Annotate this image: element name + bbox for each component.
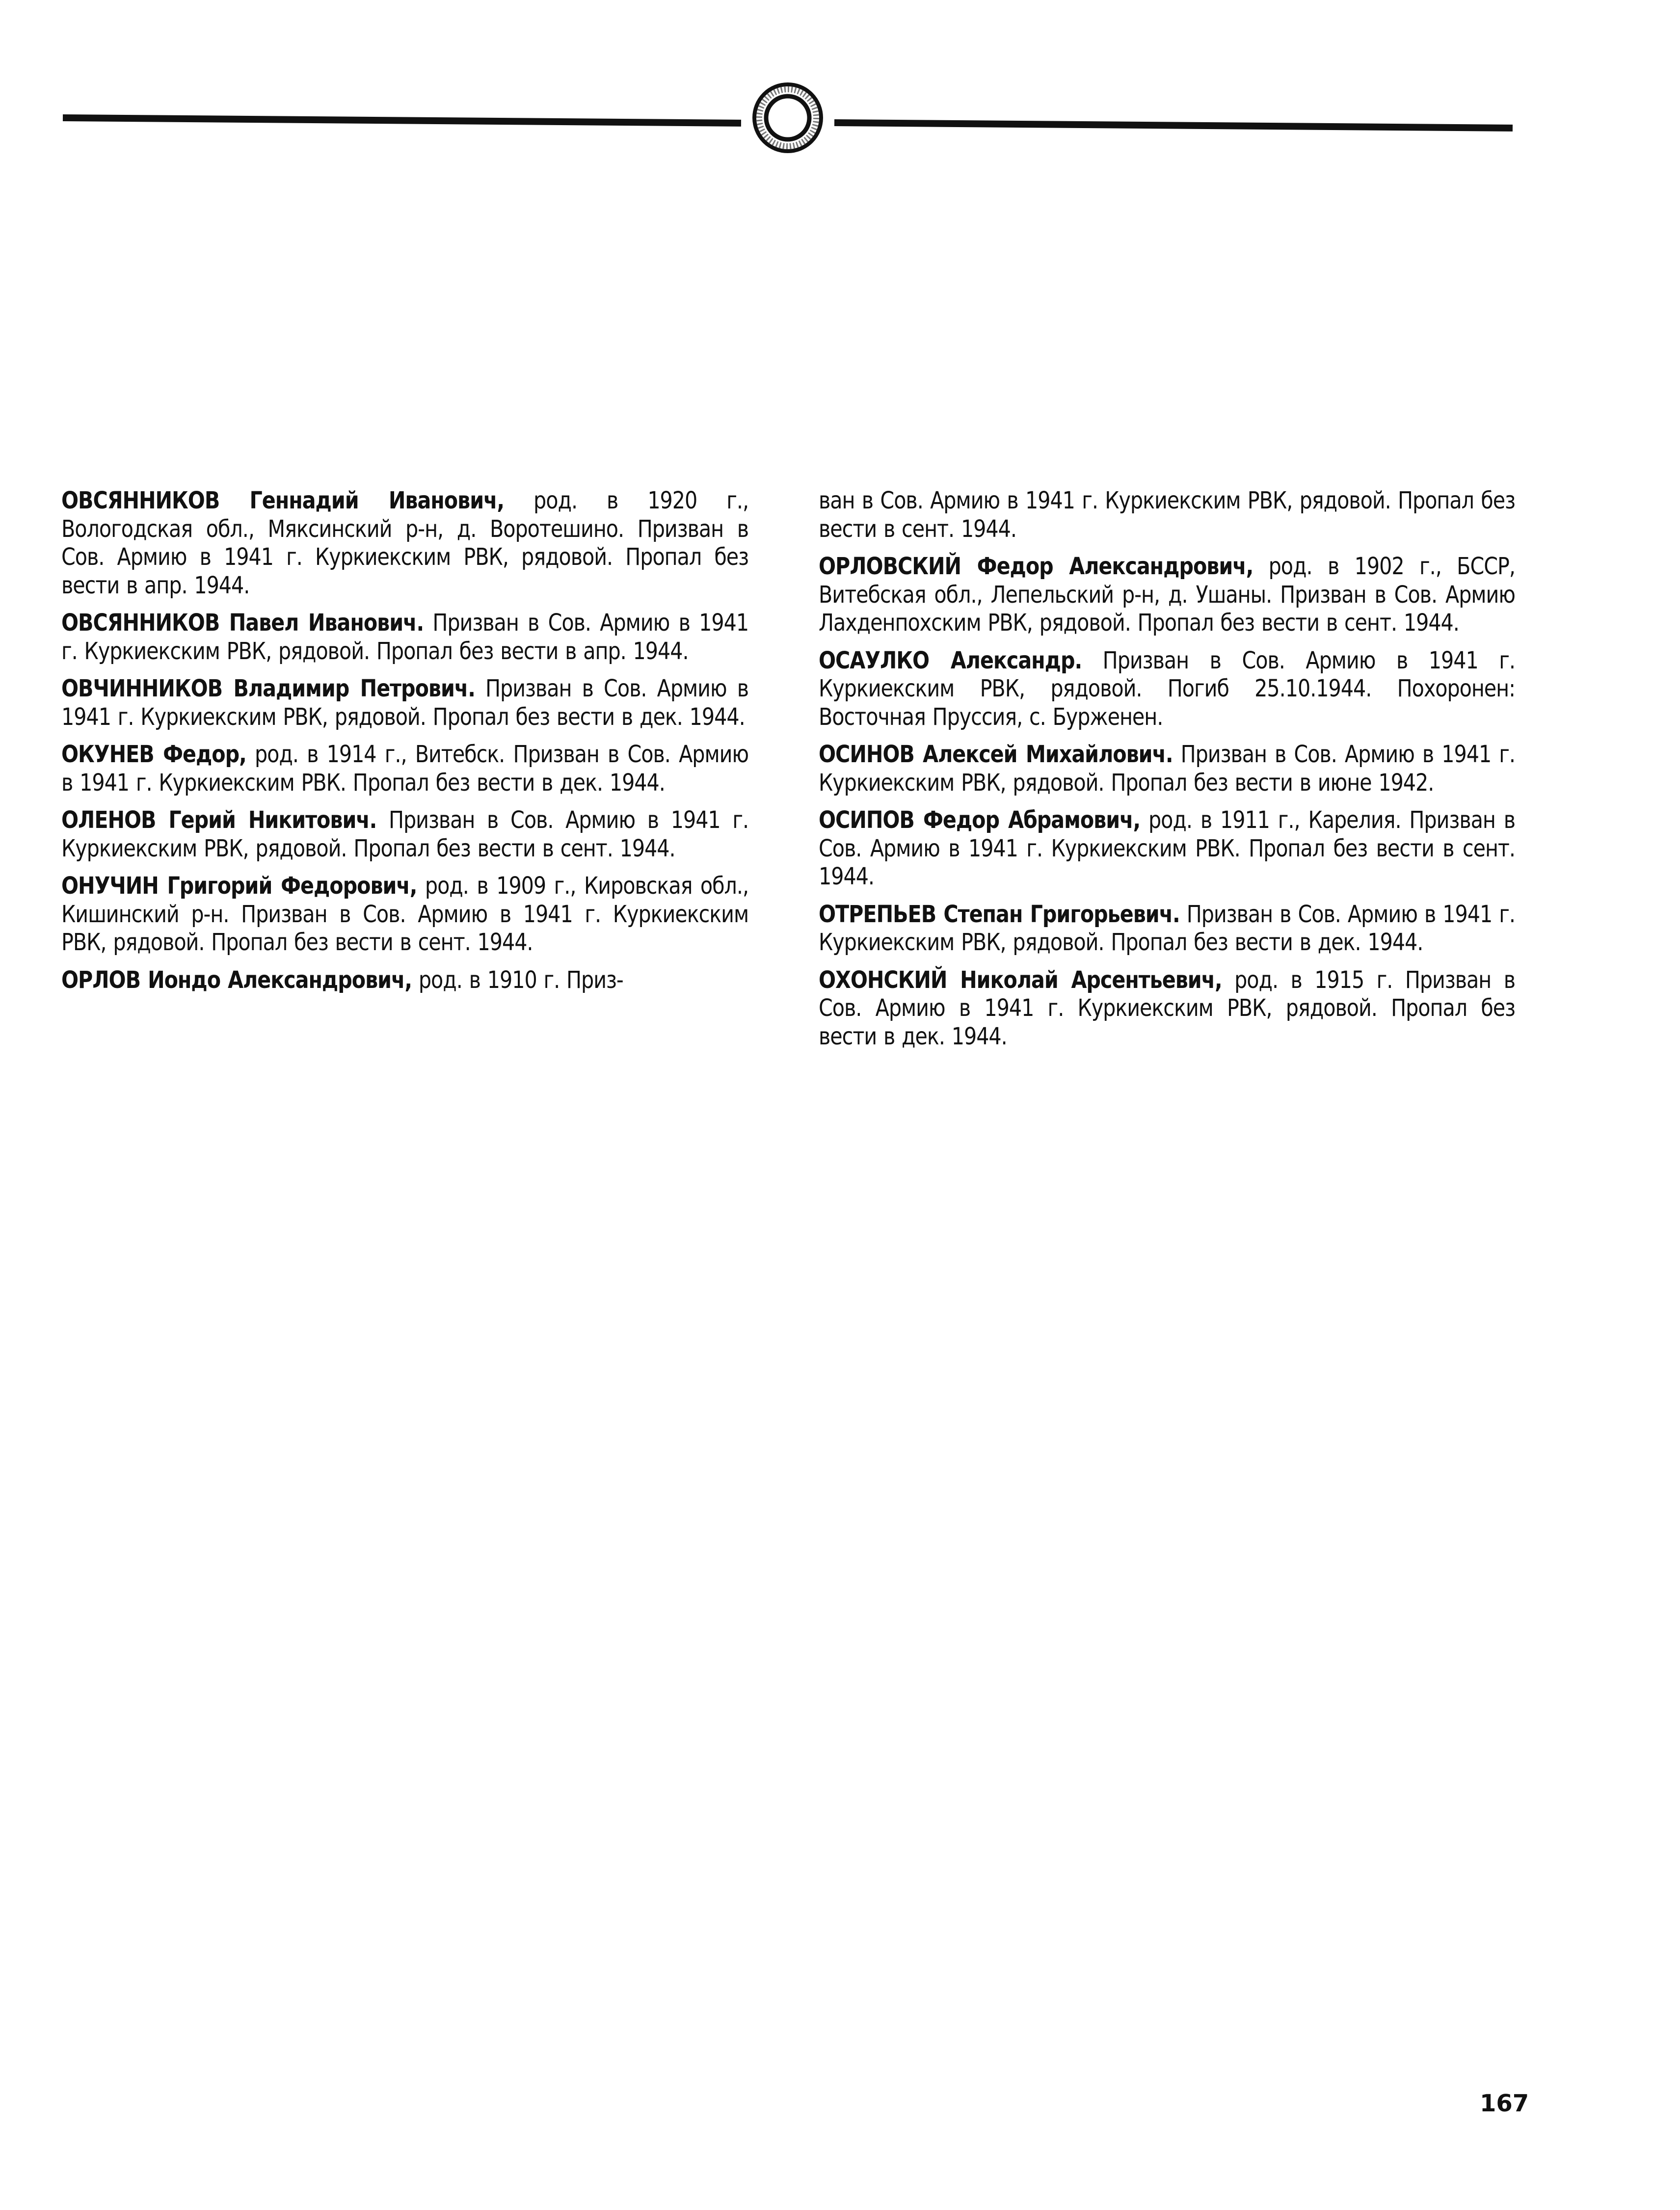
entry-text: род. в 1909 г., Кировская обл., Кишинский р-н. Призван в Сов. Армию в 1941 г. Куркиекским РВК, рядовой. Пропал без вести в сент. 1944. bbox=[61, 872, 749, 956]
entry-text: Призван в Сов. Армию в 1941 г. Куркиекским РВК, рядовой. Пропал без вести в сент. 1944. bbox=[61, 806, 749, 862]
entry bbox=[819, 806, 1515, 891]
entry-name: ОКУНЕВ Федор, bbox=[61, 741, 246, 768]
header-rule-right bbox=[834, 119, 1513, 132]
entry-text: Призван в Сов. Армию в 1941 г. Куркиекским РВК, рядовой. Пропал без вести в дек. 1944. bbox=[819, 900, 1515, 956]
entry-name: ОВЧИННИКОВ Владимир Петрович. bbox=[61, 675, 475, 702]
entry-text: род. в 1902 г., БССР, Витебская обл., Лепельский р-н, д. Ушаны. Призван в Сов. Армию Лахденпохским РВК, рядовой. Пропал без вести в сент. 1944. bbox=[819, 553, 1515, 637]
entry-name: ОСИНОВ Алексей Михайлович. bbox=[819, 741, 1173, 768]
entry-name: ОТРЕПЬЕВ Степан Григорьевич. bbox=[819, 900, 1180, 928]
entry bbox=[819, 647, 1515, 732]
entry bbox=[61, 487, 748, 600]
entry-name: ОСИПОВ Федор Абрамович, bbox=[819, 806, 1141, 834]
entry bbox=[819, 553, 1515, 638]
entry-name: ОСАУЛКО Александр. bbox=[819, 646, 1082, 674]
entry-continuation: ван в Сов. Армию в 1941 г. Куркиекским РВК, рядовой. Пропал без вести в сент. 1944. bbox=[819, 487, 1515, 543]
entry bbox=[61, 872, 748, 957]
entry-text: род. в 1915 г. Призван в Сов. Армию в 1941 г. Куркиекским РВК, рядовой. Пропал без вести в дек. 1944. bbox=[819, 966, 1515, 1050]
header-rule-left bbox=[63, 114, 741, 127]
entry-text: род. в 1910 г. Приз- bbox=[412, 966, 623, 994]
entry-name: ОРЛОВСКИЙ Федор Александрович, bbox=[819, 553, 1253, 580]
entry bbox=[61, 741, 748, 797]
left-column bbox=[61, 487, 748, 1004]
double-ring-ornament-icon bbox=[748, 79, 827, 157]
entry-text: род. в 1920 г., Вологодская обл., Мяксинский р-н, д. Воротешино. Призван в Сов. Армию в 1941 г. Куркиекским РВК, рядовой. Пропал без вести в апр. 1944. bbox=[61, 487, 749, 599]
entry-text: род. в 1914 г., Витебск. Призван в Сов. Армию в 1941 г. Куркиекским РВК. Пропал без вести в дек. 1944. bbox=[61, 741, 749, 797]
entry bbox=[61, 609, 748, 666]
entry-name: ОЛЕНОВ Герий Никитович. bbox=[61, 806, 377, 834]
entry-name: ОНУЧИН Григорий Федорович, bbox=[61, 872, 417, 900]
entry bbox=[819, 901, 1515, 957]
entry-name: ОХОНСКИЙ Николай Арсентьевич, bbox=[819, 966, 1222, 994]
right-column bbox=[819, 487, 1515, 1060]
entry-text: Призван в Сов. Армию в 1941 г. Куркиекским РВК, рядовой. Пропал без вести в апр. 1944. bbox=[61, 609, 749, 665]
entry-text: Призван в Сов. Армию в 1941 г. Куркиекским РВК, рядовой. Пропал без вести в июне 1942. bbox=[819, 741, 1515, 797]
entry-name: ОРЛОВ Иондо Александрович, bbox=[61, 966, 412, 994]
entry-text: Призван в Сов. Армию в 1941 г. Куркиекским РВК, рядовой. Пропал без вести в дек. 1944. bbox=[61, 675, 749, 731]
page-number: 167 bbox=[1480, 2090, 1529, 2117]
entry bbox=[61, 966, 748, 995]
entry-name: ОВСЯННИКОВ Геннадий Иванович, bbox=[61, 487, 505, 514]
entry-text: род. в 1911 г., Карелия. Призван в Сов. Армию в 1941 г. Куркиекским РВК. Пропал без вести в сент. 1944. bbox=[819, 806, 1515, 890]
entry bbox=[61, 806, 748, 863]
entry-name: ОВСЯННИКОВ Павел Иванович. bbox=[61, 609, 424, 637]
entry bbox=[819, 966, 1515, 1051]
entry bbox=[61, 675, 748, 731]
entry bbox=[819, 741, 1515, 797]
entry-text: Призван в Сов. Армию в 1941 г. Куркиекским РВК, рядовой. Погиб 25.10.1944. Похоронен: Восточная Пруссия, с. Бурженен. bbox=[819, 646, 1515, 731]
